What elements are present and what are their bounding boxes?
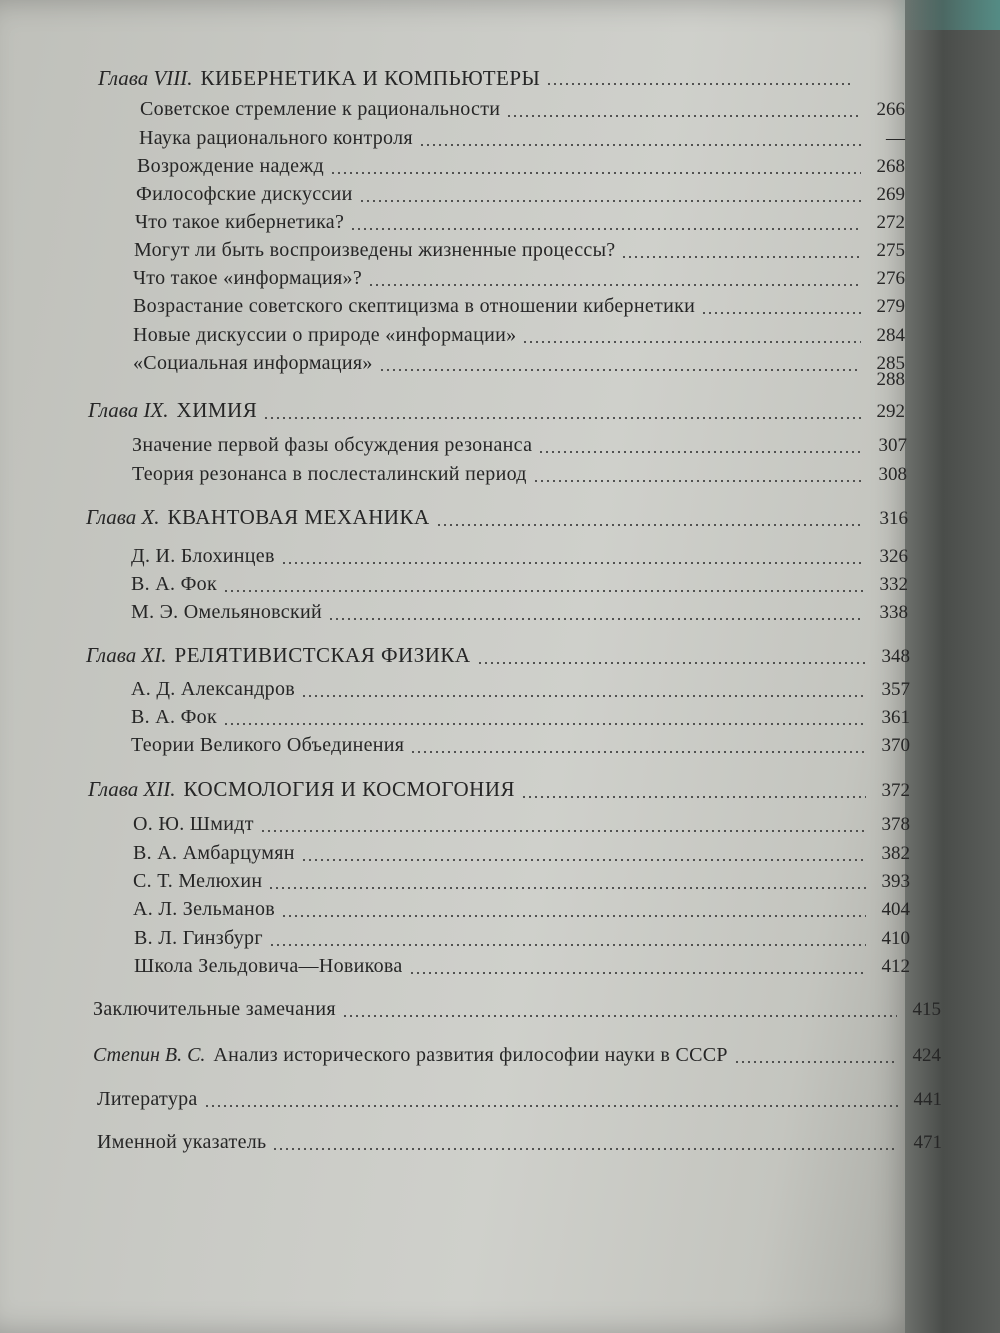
entry-title: С. Т. Мелюхин: [133, 870, 263, 892]
entry-title: Советское стремление к рациональности: [140, 98, 501, 120]
leader-dots: [301, 859, 866, 861]
leader-dots: [281, 562, 864, 564]
chapter-label: Глава X.: [86, 505, 160, 529]
toc-entry: [136, 182, 905, 207]
page-number: 372: [881, 780, 910, 801]
toc-entry: [133, 812, 910, 837]
leader-dots: [223, 590, 864, 592]
toc-entry: [131, 705, 910, 730]
leader-dots: [701, 312, 861, 314]
leader-dots: [359, 200, 861, 202]
page-number: 332: [879, 574, 908, 595]
page-number: 266: [876, 99, 905, 120]
chapter-title: ХИМИЯ: [176, 398, 258, 422]
toc-entry: [133, 897, 910, 922]
chapter-label: Глава XII.: [88, 777, 176, 801]
leader-dots: [342, 1015, 897, 1017]
page-number: 348: [881, 646, 910, 667]
entry-title: Возрастание советского скептицизма в отношении кибернетики: [133, 295, 696, 317]
entry-title: Школа Зельдовича—Новикова: [134, 955, 403, 977]
chapter-label: Глава IX.: [88, 398, 169, 422]
leader-dots: [269, 944, 866, 946]
toc-conclusion: [93, 997, 941, 1022]
entry-title: Заключительные замечания: [93, 998, 336, 1020]
entry-title: Д. И. Блохинцев: [131, 545, 275, 567]
leader-dots: [328, 618, 864, 620]
page-number: —: [886, 128, 905, 149]
toc-entry: [131, 733, 910, 758]
page-number: 361: [881, 707, 910, 728]
entry-title: Именной указатель: [97, 1131, 267, 1153]
toc-entry: [133, 869, 910, 894]
page-number: 471: [913, 1132, 942, 1153]
leader-dots: [301, 695, 866, 697]
toc-chapter-11: [86, 643, 910, 669]
leader-dots: [368, 284, 861, 286]
leader-dots: [410, 751, 866, 753]
page-number: 441: [913, 1089, 942, 1110]
entry-title: «Социальная информация»: [133, 352, 373, 374]
leader-dots: [272, 1148, 898, 1150]
leader-dots: [621, 256, 861, 258]
toc-entry: [134, 238, 905, 263]
entry-title: М. Э. Омельяновский: [131, 601, 322, 623]
toc-entry: [132, 462, 907, 487]
toc-entry: [134, 926, 910, 951]
toc-entry: [139, 126, 905, 151]
toc-bibliography: [97, 1087, 942, 1112]
page-number: 284: [876, 325, 905, 346]
page-number: 415: [912, 999, 941, 1020]
page-number: 279: [876, 296, 905, 317]
toc-entry: [134, 954, 910, 979]
page-number: 326: [879, 546, 908, 567]
leader-dots: [546, 83, 852, 85]
page-number: 272: [876, 212, 905, 233]
chapter-title: КОСМОЛОГИЯ И КОСМОГОНИЯ: [183, 777, 515, 801]
leader-dots: [268, 887, 866, 889]
toc-entry: [133, 266, 905, 291]
chapter-label: Глава XI.: [86, 643, 167, 667]
entry-title: Философские дискуссии: [136, 183, 353, 205]
toc-entry: [140, 97, 905, 122]
leader-dots: [533, 480, 863, 482]
leader-dots: [350, 228, 861, 230]
entry-title: Что такое «информация»?: [133, 267, 362, 289]
entry-title: А. Д. Александров: [131, 678, 296, 700]
entry-title: Возрождение надежд: [137, 155, 324, 177]
leader-dots: [477, 662, 866, 664]
entry-title: Анализ исторического развития философии науки в СССР: [213, 1044, 728, 1066]
page-number: 288: [876, 369, 905, 390]
page-number: 382: [881, 843, 910, 864]
leader-dots: [538, 451, 863, 453]
toc-entry: [132, 433, 907, 458]
page-number: 338: [879, 602, 908, 623]
toc-chapter-10: [86, 505, 908, 531]
entry-title: О. Ю. Шмидт: [133, 813, 254, 835]
entry-title: Значение первой фазы обсуждения резонанса: [132, 434, 533, 456]
entry-title: Новые дискуссии о природе «информации»: [133, 324, 517, 346]
chapter-label: Глава VIII.: [98, 66, 193, 90]
leader-dots: [522, 341, 861, 343]
toc-entry: [135, 210, 905, 235]
page-number: 276: [876, 268, 905, 289]
page-number: 378: [881, 814, 910, 835]
entry-title: А. Л. Зельманов: [133, 898, 276, 920]
page-number: 268: [876, 156, 905, 177]
page-number: 285: [876, 353, 905, 374]
chapter-title: КИБЕРНЕТИКА И КОМПЬЮТЕРЫ: [200, 66, 541, 90]
entry-title: В. Л. Гинзбург: [134, 927, 263, 949]
entry-title: Наука рационального контроля: [139, 127, 413, 149]
page-number: 424: [912, 1045, 941, 1066]
toc-entry: [131, 572, 908, 597]
leader-dots: [734, 1061, 897, 1063]
toc-chapter-8: [98, 66, 858, 90]
leader-dots: [204, 1105, 898, 1107]
toc-entry: [131, 677, 910, 702]
entry-title: В. А. Фок: [131, 573, 218, 595]
page-number: 404: [881, 899, 910, 920]
page-number: 357: [881, 679, 910, 700]
page-number: 269: [876, 184, 905, 205]
chapter-title: КВАНТОВАЯ МЕХАНИКА: [167, 505, 430, 529]
leader-dots: [263, 417, 861, 419]
page-number: 410: [881, 928, 910, 949]
entry-title: Литература: [97, 1088, 198, 1110]
toc-chapter-9: [88, 398, 905, 424]
leader-dots: [281, 915, 866, 917]
entry-title: Что такое кибернетика?: [135, 211, 345, 233]
entry-title: В. А. Амбарцумян: [133, 842, 295, 864]
page-number: 316: [879, 508, 908, 529]
page-number: 292: [876, 401, 905, 422]
leader-dots: [223, 723, 866, 725]
toc-appendix-essay: [93, 1043, 941, 1068]
page-number: 307: [878, 435, 907, 456]
toc-entry: [131, 544, 908, 569]
toc-entry: [133, 294, 905, 319]
entry-title: Теория резонанса в послесталинский период: [132, 463, 527, 485]
leader-dots: [260, 830, 866, 832]
toc-entry: [137, 154, 905, 179]
page-number: 275: [876, 240, 905, 261]
entry-title: В. А. Фок: [131, 706, 218, 728]
leader-dots: [330, 172, 861, 174]
entry-title: Могут ли быть воспроизведены жизненные процессы?: [134, 239, 616, 261]
toc-entry: [133, 368, 905, 392]
toc-name-index: [97, 1130, 942, 1155]
entry-title: Теории Великого Объединения: [131, 734, 405, 756]
leader-dots: [506, 115, 861, 117]
chapter-title: РЕЛЯТИВИСТСКАЯ ФИЗИКА: [174, 643, 471, 667]
leader-dots: [436, 524, 864, 526]
toc-entry: [133, 841, 910, 866]
leader-dots: [419, 144, 861, 146]
leader-dots: [409, 972, 866, 974]
page-number: 370: [881, 735, 910, 756]
page-number: 412: [881, 956, 910, 977]
page-number: 308: [878, 464, 907, 485]
toc-entry: [133, 323, 905, 348]
leader-dots: [521, 796, 866, 798]
page-number: 393: [881, 871, 910, 892]
author-name: Степин В. С.: [93, 1044, 206, 1066]
toc-entry: [131, 600, 908, 625]
toc-chapter-12: [88, 777, 910, 803]
